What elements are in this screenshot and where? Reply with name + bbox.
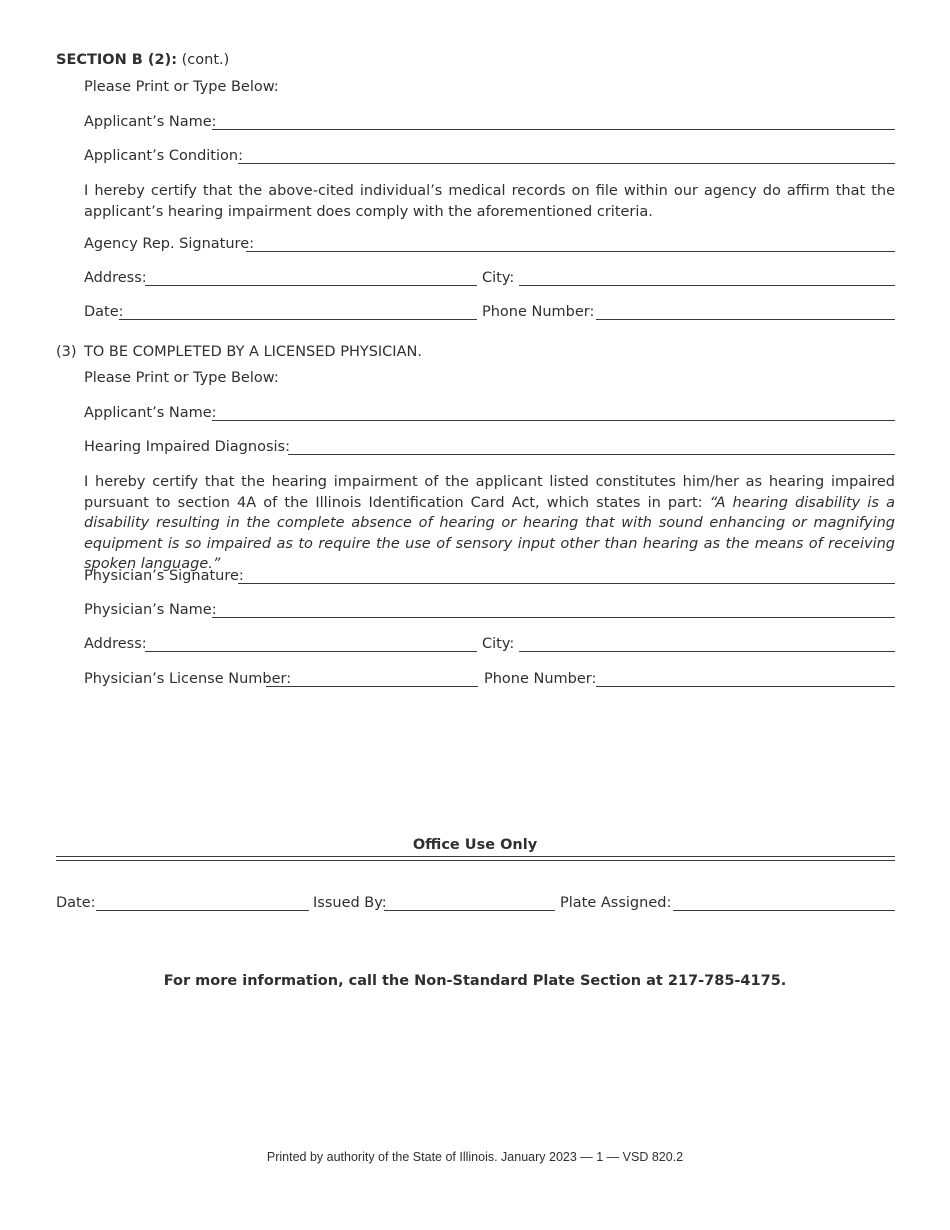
- applicant-condition-label: Applicant’s Condition:: [84, 148, 243, 164]
- physician-name-label: Physician’s Name:: [84, 602, 217, 618]
- office-use-divider: [56, 856, 895, 861]
- physician-license-label: Physician’s License Number:: [84, 671, 292, 687]
- agency-signature-label: Agency Rep. Signature:: [84, 236, 254, 252]
- plate-assigned-label: Plate Assigned:: [560, 895, 672, 911]
- applicant-name-field[interactable]: [212, 129, 895, 130]
- office-date-label: Date:: [56, 895, 96, 911]
- agency-city-label: City:: [482, 270, 515, 286]
- agency-certification: I hereby certify that the above-cited individual’s medical records on file within our agency do affirm that the applicant’s hearing impairment does comply with the aforementioned criteria.: [84, 183, 895, 220]
- physician-certification-text: I hereby certify that the hearing impairment of the applicant listed constitutes him/her as hearing impaired pursuant to section 4A of the Illinois Identification Card Act, which states in part:: [84, 474, 895, 511]
- info-note: For more information, call the Non-Standard Plate Section at 217-785-4175.: [163, 973, 787, 989]
- diagnosis-field[interactable]: [288, 454, 895, 455]
- section-b-heading: [56, 52, 229, 68]
- section-3-number: (3): [56, 344, 77, 360]
- physician-certification-quote: “A hearing disability is a disability resulting in the complete absence of hearing or hearing that with sound enhancing or magnifying equipment is so impaired as to require the use of sensory input other than hearing as the means of receiving spoken language.”: [84, 494, 895, 572]
- agency-phone-field[interactable]: [596, 319, 895, 320]
- physician-license-field[interactable]: [266, 686, 478, 687]
- agency-city-field[interactable]: [519, 285, 895, 286]
- plate-assigned-field[interactable]: [673, 910, 895, 911]
- physician-signature-label: Physician’s Signature:: [84, 568, 244, 584]
- agency-address-field[interactable]: [145, 285, 477, 286]
- section-3-heading: TO BE COMPLETED BY A LICENSED PHYSICIAN.: [84, 344, 422, 360]
- diagnosis-label: Hearing Impaired Diagnosis:: [84, 439, 290, 455]
- applicant-name-label: Applicant’s Name:: [84, 114, 217, 130]
- physician-city-label: City:: [482, 636, 515, 652]
- office-date-field[interactable]: [96, 910, 309, 911]
- physician-certification: [84, 472, 895, 575]
- section-b-title: SECTION B (2):: [56, 52, 178, 68]
- office-use-title: Office Use Only: [412, 837, 538, 853]
- physician-address-label: Address:: [84, 636, 147, 652]
- agency-address-label: Address:: [84, 270, 147, 286]
- physician-city-field[interactable]: [519, 651, 895, 652]
- section-b-cont: (cont.): [181, 52, 230, 68]
- section-b-instruction: Please Print or Type Below:: [84, 79, 279, 95]
- agency-date-label: Date:: [84, 304, 124, 320]
- physician-applicant-name-label: Applicant’s Name:: [84, 405, 217, 421]
- issued-by-label: Issued By:: [313, 895, 387, 911]
- page-footer: Printed by authority of the State of Illinois. January 2023 — 1 — VSD 820.2: [266, 1150, 684, 1164]
- physician-address-field[interactable]: [145, 651, 477, 652]
- applicant-condition-field[interactable]: [238, 163, 895, 164]
- agency-phone-label: Phone Number:: [482, 304, 595, 320]
- physician-phone-field[interactable]: [596, 686, 895, 687]
- physician-signature-field[interactable]: [238, 583, 895, 584]
- agency-date-field[interactable]: [119, 319, 477, 320]
- section-3-instruction: Please Print or Type Below:: [84, 370, 279, 386]
- agency-signature-field[interactable]: [246, 251, 895, 252]
- physician-phone-label: Phone Number:: [484, 671, 597, 687]
- issued-by-field[interactable]: [384, 910, 555, 911]
- physician-applicant-name-field[interactable]: [212, 420, 895, 421]
- physician-name-field[interactable]: [212, 617, 895, 618]
